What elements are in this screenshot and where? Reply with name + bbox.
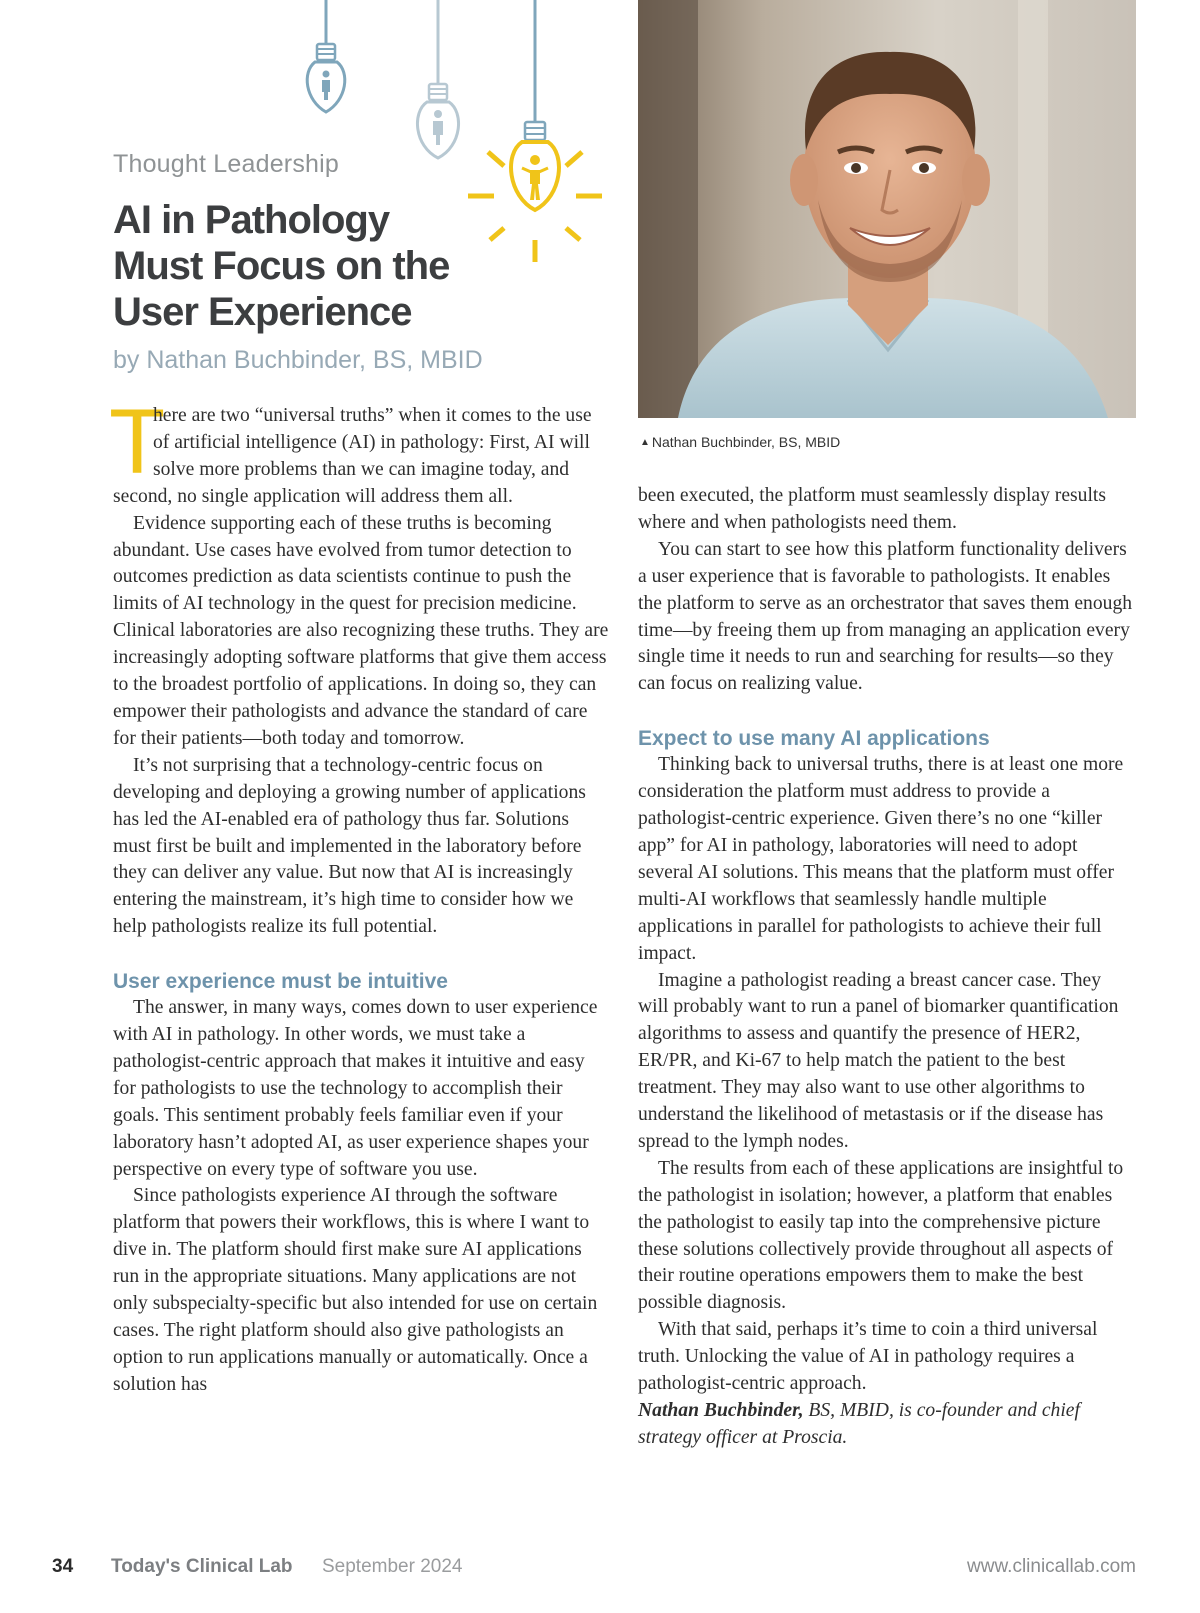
article-paragraph: You can start to see how this platform functionality delivers a user experience that is favorable to pathologists. It enables the platform to serve as an orchestrator that saves them enough time—by freeing them up from managing an application every single time it needs to run and searching for results—so they can focus on realizing value. <box>638 538 1133 695</box>
intro-text: here are two “universal truths” when it comes to the use of artificial intelligence (AI) in pathology: First, AI will solve more problems than we can imagine today, and second, no single application will address them all. <box>113 405 592 507</box>
article-paragraph: With that said, perhaps it’s time to coin a third universal truth. Unlocking the value of AI in pathology requires a pathologist-centric approach. <box>638 1319 1098 1395</box>
article-paragraph: Evidence supporting each of these truths is becoming abundant. Use cases have evolved from tumor detection to outcomes prediction as data scientists continue to push the limits of AI technology in the quest for precision medicine. Clinical laboratories are also recognizing these truths. They are increasingly adopting software platforms that give them access to the broadest portfolio of applications. In doing so, they can empower their pathologists and advance the standard of care for their patients—both today and tomorrow. <box>113 512 609 749</box>
article-paragraph-continued: been executed, the platform must seamlessly display results where and when pathologists need them. <box>638 485 1106 533</box>
subheading-many-ai-applications: Expect to use many AI applications <box>638 727 990 751</box>
article-column-right <box>638 483 1136 1452</box>
drop-cap: T <box>109 391 166 493</box>
article-paragraph: It’s not surprising that a technology-centric focus on developing and deploying a growing number of applications has led the AI-enabled era of pathology thus far. Solutions must first be built and implemented in the laboratory before they can deliver any value. But now that AI is increasingly entering the mainstream, it’s high time to consider how we help pathologists realize its full potential. <box>113 754 586 938</box>
lightbulb-blue-icon <box>307 0 345 112</box>
author-bio-name: Nathan Buchbinder, <box>638 1400 804 1421</box>
photo-caption <box>640 434 840 450</box>
section-label: Thought Leadership <box>113 150 339 178</box>
subheading-user-experience: User experience must be intuitive <box>113 970 448 994</box>
page-number: 34 <box>52 1556 74 1577</box>
title-line-2: Must Focus on the <box>113 244 450 288</box>
publication-name: Today's Clinical Lab <box>111 1556 293 1577</box>
photo-caption-text: Nathan Buchbinder, BS, MBID <box>651 434 841 450</box>
issue-date: September 2024 <box>322 1556 463 1577</box>
article-paragraph-intro <box>109 391 611 511</box>
article-paragraph: The answer, in many ways, comes down to user experience with AI in pathology. In other words, we must take a pathologist-centric approach that makes it intuitive and easy for pathologists to use the technology to accomplish their goals. This sentiment probably feels familiar even if your laboratory hasn’t adopted AI, as user experience shapes your perspective on every type of software you use. <box>113 997 598 1180</box>
website-url[interactable]: www.clinicallab.com <box>967 1556 1136 1577</box>
title-line-3: User Experience <box>113 290 412 334</box>
author-photo <box>638 0 1136 418</box>
byline: by Nathan Buchbinder, BS, MBID <box>113 346 483 374</box>
article-paragraph: Imagine a pathologist reading a breast cancer case. They will probably want to run a panel of biomarker quantification algorithms to assess and quantify the presence of HER2, ER/PR, and Ki-67 to help match the patient to the best treatment. They may also want to use other algorithms to understand the likelihood of metastasis or if the disease has spread to the lymph nodes. <box>638 969 1119 1152</box>
author-bio <box>638 1398 1136 1452</box>
article-paragraph: Since pathologists experience AI through the software platform that powers their workflows, this is where I want to dive in. The platform should first make sure AI applications run in the appropriate situations. Many applications are not only subspecialty-specific but also intended for use on certain cases. The right platform should also give pathologists an option to run applications manually or automatically. Once a solution has <box>113 1185 598 1395</box>
article-title <box>113 197 503 335</box>
author-portrait-image <box>638 0 1136 418</box>
page-footer <box>0 1556 1200 1586</box>
article-paragraph: Thinking back to universal truths, there is at least one more consideration the platform must address to provide a pathologist-centric experience. Given there’s no one “killer app” for AI in pathology, laboratories will need to adopt several AI solutions. This means that the platform must offer multi-AI workflows that seamlessly handle multiple applications in parallel for pathologists to achieve their full impact. <box>638 754 1124 964</box>
caption-pointer-icon: ▲ <box>640 437 650 448</box>
title-line-1: AI in Pathology <box>113 198 390 242</box>
author-bio-text: BS, MBID, is co-founder and chief strategy officer at Proscia. <box>638 1400 1080 1448</box>
article-column-left <box>109 391 611 1399</box>
lightbulb-grey-icon <box>417 0 458 158</box>
article-paragraph: The results from each of these applications are insightful to the pathologist in isolation; however, a platform that enables the pathologist to easily tap into the comprehensive picture these solutions collectively provide throughout all aspects of their routine operations empowers them to make the best possible diagnosis. <box>638 1157 1124 1314</box>
